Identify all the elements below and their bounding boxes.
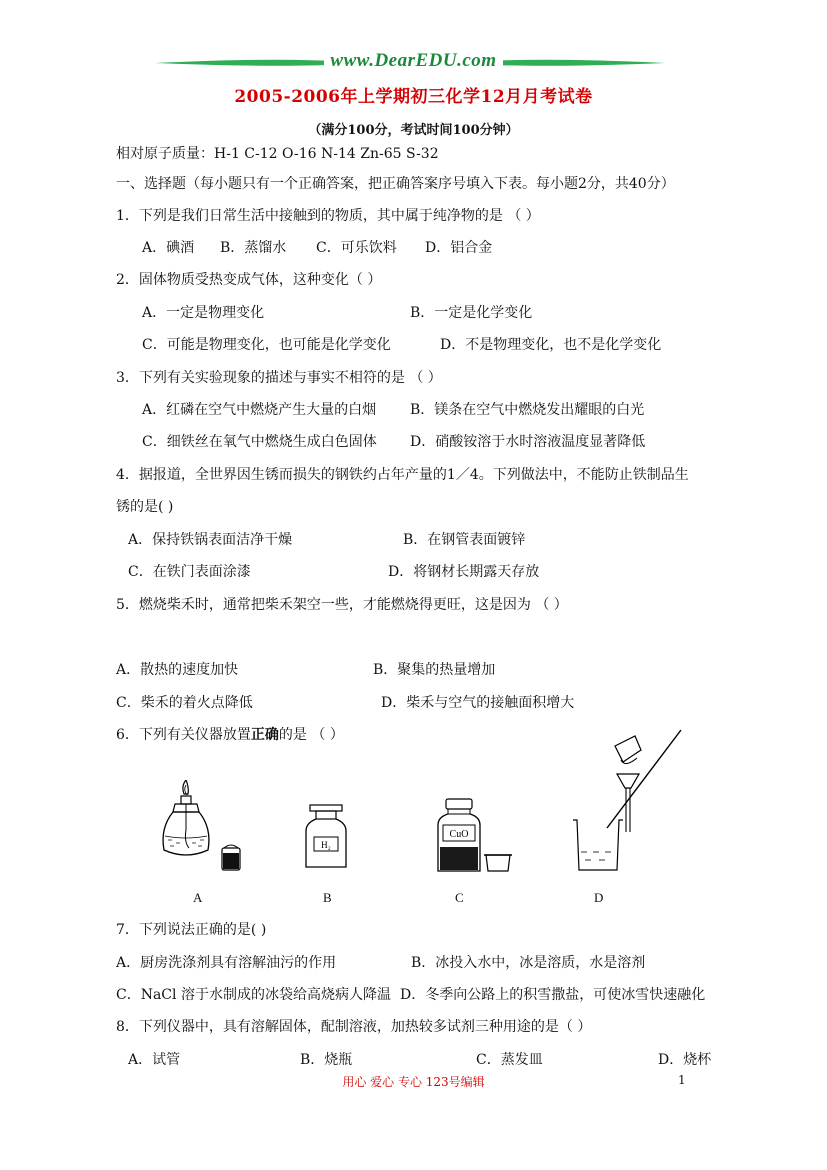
figure-a-alcohol-lamp	[158, 780, 248, 875]
q3-option-c: C．细铁丝在氧气中燃烧生成白色固体	[142, 434, 377, 450]
q4-option-b: B．在钢管表面镀锌	[403, 532, 526, 548]
q5-option-a: A．散热的速度加快	[116, 662, 239, 678]
q3-option-a: A．红磷在空气中燃烧产生大量的白烟	[142, 402, 377, 418]
section-heading: 一、选择题（每小题只有一个正确答案，把正确答案序号填入下表。每小题2分，共40分）	[116, 176, 675, 192]
exam-subtitle: （满分100分，考试时间100分钟）	[308, 123, 519, 138]
footer-text: 用心 爱心 专心 123号编辑	[342, 1075, 485, 1089]
q8-option-c: C．蒸发皿	[476, 1052, 543, 1068]
q8-option-b: B．烧瓶	[300, 1052, 353, 1068]
q5-option-b: B．聚集的热量增加	[373, 662, 496, 678]
question-7: 7．下列说法正确的是( )	[116, 922, 267, 938]
q5-option-c: C．柴禾的着火点降低	[116, 695, 253, 711]
figure-label-d: D	[594, 890, 604, 905]
q1-option-b: B．蒸馏水	[220, 240, 287, 256]
q2-option-a: A．一定是物理变化	[142, 305, 265, 321]
figure-c-reagent-bottle	[434, 797, 516, 877]
exam-title: 2005-2006年上学期初三化学12月月考试卷	[234, 87, 593, 107]
q7-option-c: C．NaCl 溶于水制成的冰袋给高烧病人降温	[116, 987, 391, 1003]
bottle-label-h2: H₂	[321, 840, 331, 850]
figure-b-gas-bottle	[302, 803, 352, 873]
figure-label-c: C	[455, 890, 464, 905]
q4-option-a: A．保持铁锅表面洁净干燥	[128, 532, 293, 548]
q3-option-b: B．镁条在空气中燃烧发出耀眼的白光	[410, 402, 645, 418]
q4-option-c: C．在铁门表面涂漆	[128, 564, 251, 580]
atomic-masses: 相对原子质量：H-1 C-12 O-16 N-14 Zn-65 S-32	[116, 146, 439, 162]
bottle-label-cuo: CuO	[449, 829, 469, 840]
question-6: 6．下列有关仪器放置正确的是 （ ）	[116, 727, 344, 743]
q4-option-d: D．将钢材长期露天存放	[388, 564, 540, 580]
q7-option-b: B．冰投入水中，冰是溶质，水是溶剂	[411, 955, 646, 971]
question-4: 4．据报道，全世界因生锈而损失的钢铁约占年产量的1／4。下列做法中，不能防止铁制品生	[116, 467, 689, 483]
figure-d-pouring	[565, 728, 685, 873]
q7-option-d: D．冬季向公路上的积雪撒盐，可使冰雪快速融化	[400, 987, 706, 1003]
q8-option-a: A．试管	[128, 1052, 181, 1068]
q1-option-d: D．铝合金	[425, 240, 493, 256]
question-5: 5．燃烧柴禾时，通常把柴禾架空一些，才能燃烧得更旺，这是因为 （ ）	[116, 597, 568, 613]
q5-option-d: D．柴禾与空气的接触面积增大	[381, 695, 575, 711]
figure-label-a: A	[193, 890, 203, 905]
q1-option-c: C．可乐饮料	[316, 240, 397, 256]
question-8: 8．下列仪器中，具有溶解固体，配制溶液，加热较多试剂三种用途的是（ ）	[116, 1019, 592, 1035]
q7-option-a: A．厨房洗涤剂具有溶解油污的作用	[116, 955, 337, 971]
question-1: 1．下列是我们日常生活中接触到的物质，其中属于纯净物的是 （ ）	[116, 208, 540, 224]
question-2: 2．固体物质受热变成气体，这种变化（ ）	[116, 272, 382, 288]
figure-label-b: B	[323, 890, 332, 905]
question-3: 3．下列有关实验现象的描述与事实不相符的是 （ ）	[116, 370, 442, 386]
site-url[interactable]: www.DearEDU.com	[0, 50, 827, 72]
page-number: 1	[678, 1073, 686, 1087]
q2-option-c: C．可能是物理变化，也可能是化学变化	[142, 337, 391, 353]
question-4-cont: 锈的是( )	[116, 499, 174, 515]
q3-option-d: D．硝酸铵溶于水时溶液温度显著降低	[410, 434, 646, 450]
q2-option-d: D．不是物理变化，也不是化学变化	[440, 337, 662, 353]
q8-option-d: D．烧杯	[658, 1052, 712, 1068]
q2-option-b: B．一定是化学变化	[410, 305, 533, 321]
q1-option-a: A．碘酒	[142, 240, 195, 256]
